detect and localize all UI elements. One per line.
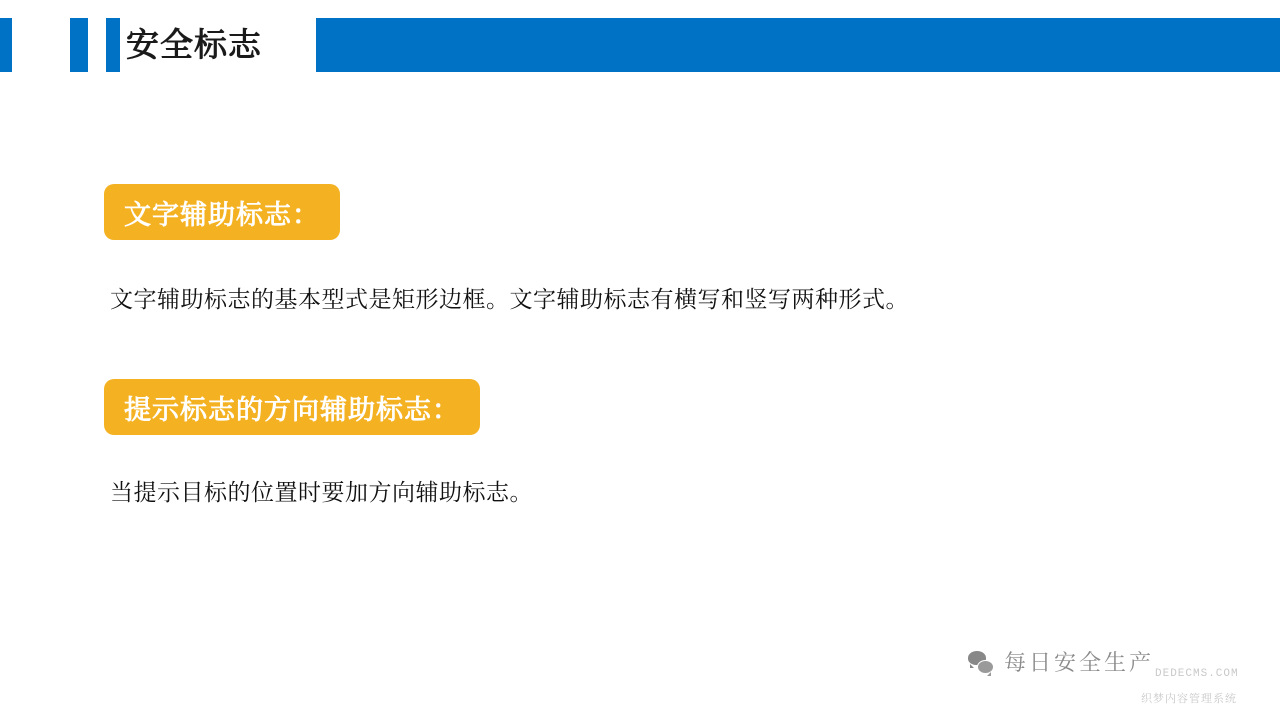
- section-2-pill: 提示标志的方向辅助标志：: [104, 379, 480, 435]
- page-title: 安全标志: [126, 26, 262, 63]
- wechat-icon: [968, 650, 994, 674]
- watermark-cn: 织梦内容管理系统: [1141, 693, 1237, 705]
- section-2-body: 当提示目标的位置时要加方向辅助标志。: [110, 479, 533, 505]
- wechat-account-name: 每日安全生产: [1004, 650, 1155, 675]
- wechat-watermark: [968, 646, 1154, 677]
- section-1-body: 文字辅助标志的基本型式是矩形边框。文字辅助标志有横写和竖写两种形式。: [110, 286, 909, 312]
- section-1-pill: 文字辅助标志：: [104, 184, 340, 240]
- watermark-en: DEDECMS.COM: [1155, 668, 1239, 680]
